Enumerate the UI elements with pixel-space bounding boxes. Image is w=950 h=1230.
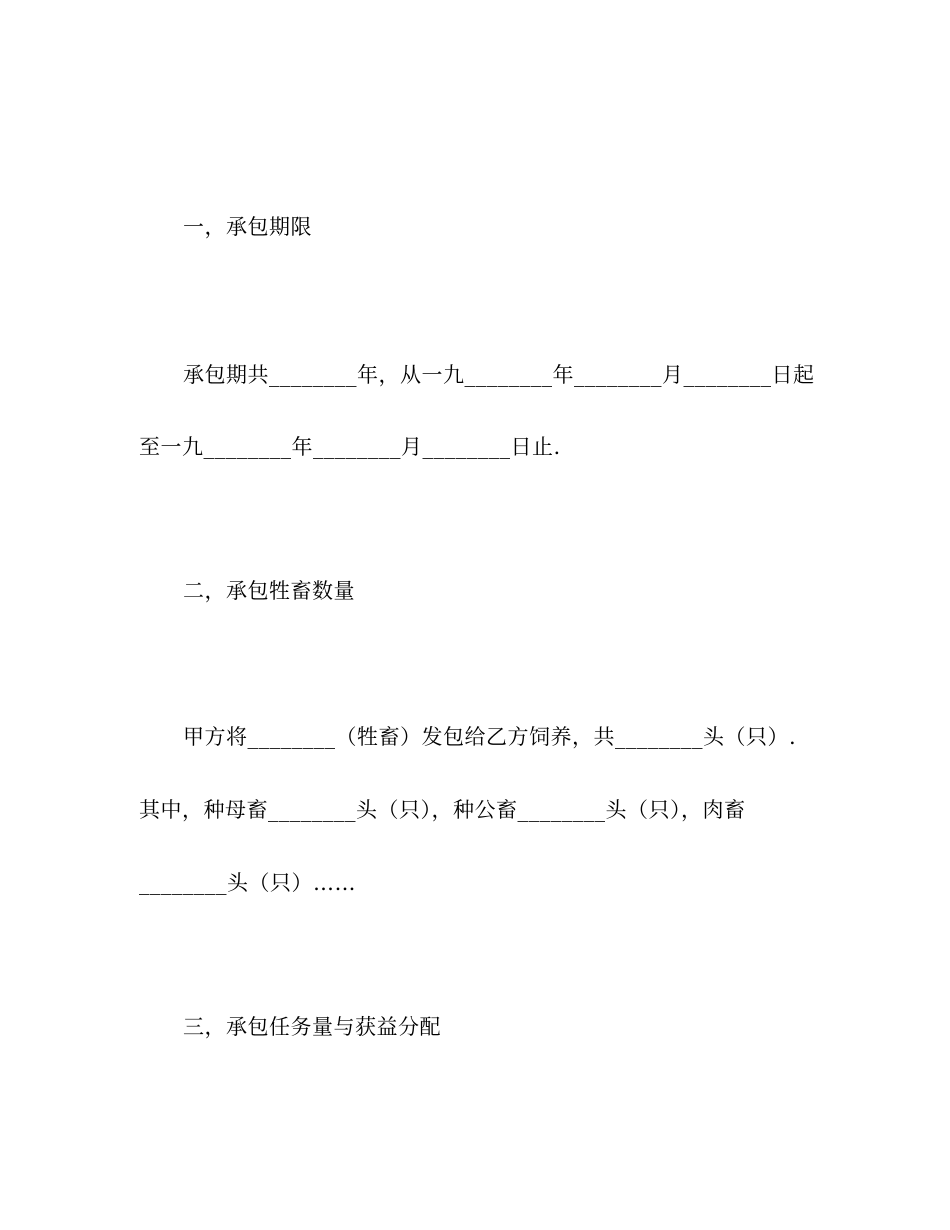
livestock-paragraph-line-1: 甲方将________（牲畜）发包给乙方饲养，共________头（只）. <box>183 725 797 749</box>
term-paragraph-line-2: 至一九________年________月________日止. <box>139 435 561 459</box>
livestock-paragraph-line-2: 其中，种母畜________头（只），种公畜________头（只），肉畜 <box>139 798 746 822</box>
section-heading-livestock-quantity: 二，承包牲畜数量 <box>183 579 355 603</box>
section-heading-tasks-and-profit: 三，承包任务量与获益分配 <box>183 1015 441 1039</box>
livestock-paragraph-line-3: ________头（只）…… <box>139 871 356 895</box>
section-heading-term: 一，承包期限 <box>183 215 312 239</box>
term-paragraph-line-1: 承包期共________年，从一九________年________月________日起 <box>183 363 815 387</box>
